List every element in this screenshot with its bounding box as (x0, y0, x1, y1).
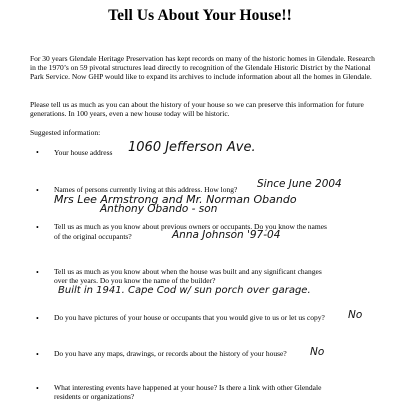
question-label: Do you have any maps, drawings, or records about the history of your house? (54, 349, 287, 358)
handwritten-answer: Built in 1941. Cape Cod w/ sun porch over garage. (58, 285, 311, 296)
page-title: Tell Us About Your House!! (108, 7, 292, 24)
handwritten-answer: Since June 2004 (257, 178, 342, 190)
question-label: Names of persons currently living at this address. How long? (54, 185, 238, 194)
bullet: • (36, 268, 39, 277)
handwritten-answer: No (348, 309, 363, 321)
question-label: residents or organizations? (54, 392, 135, 401)
handwritten-answer: Anthony Obando - son (100, 203, 218, 215)
handwritten-answer: 1060 Jefferson Ave. (128, 140, 256, 155)
bullet: • (36, 384, 39, 393)
bullet: • (36, 350, 39, 359)
question-label: What interesting events have happened at your house? Is there a link with other Glendale (54, 383, 322, 392)
bullet: • (36, 148, 39, 157)
bullet: • (36, 223, 39, 232)
question-label: Tell us as much as you know about previous owners or occupants. Do you know the names (54, 222, 327, 231)
suggested-heading: Suggested information: (30, 128, 101, 137)
question-label: Do you have pictures of your house or occupants that you would give to us or let us copy? (54, 313, 325, 322)
intro-paragraph: For 30 years Glendale Heritage Preservation has kept records on many of the historic homes in Glendale. Research in the 1970’s on 59 pivotal structures lead directly to recognition of the Glendale Historic District by the National Park Service. Now GHP would like to expand its archives to include information about all the homes in Glendale. (30, 54, 375, 81)
bullet: • (36, 314, 39, 323)
question-label: of the original occupants? (54, 232, 132, 241)
handwritten-answer: Mrs Lee Armstrong and Mr. Norman Obando (54, 193, 297, 206)
request-paragraph: Please tell us as much as you can about the history of your house so we can preserve this information for future generations. In 100 years, even a new house today will be historic. (30, 100, 364, 118)
question-label: over the years. Do you know the name of the builder? (54, 276, 216, 285)
question-label: Your house address (54, 148, 113, 157)
handwritten-answer: Anna Johnson '97-04 (172, 229, 281, 241)
bullet: • (36, 186, 39, 195)
handwritten-answer: No (310, 346, 325, 358)
question-label: Tell us as much as you know about when the house was built and any significant changes (54, 267, 322, 276)
